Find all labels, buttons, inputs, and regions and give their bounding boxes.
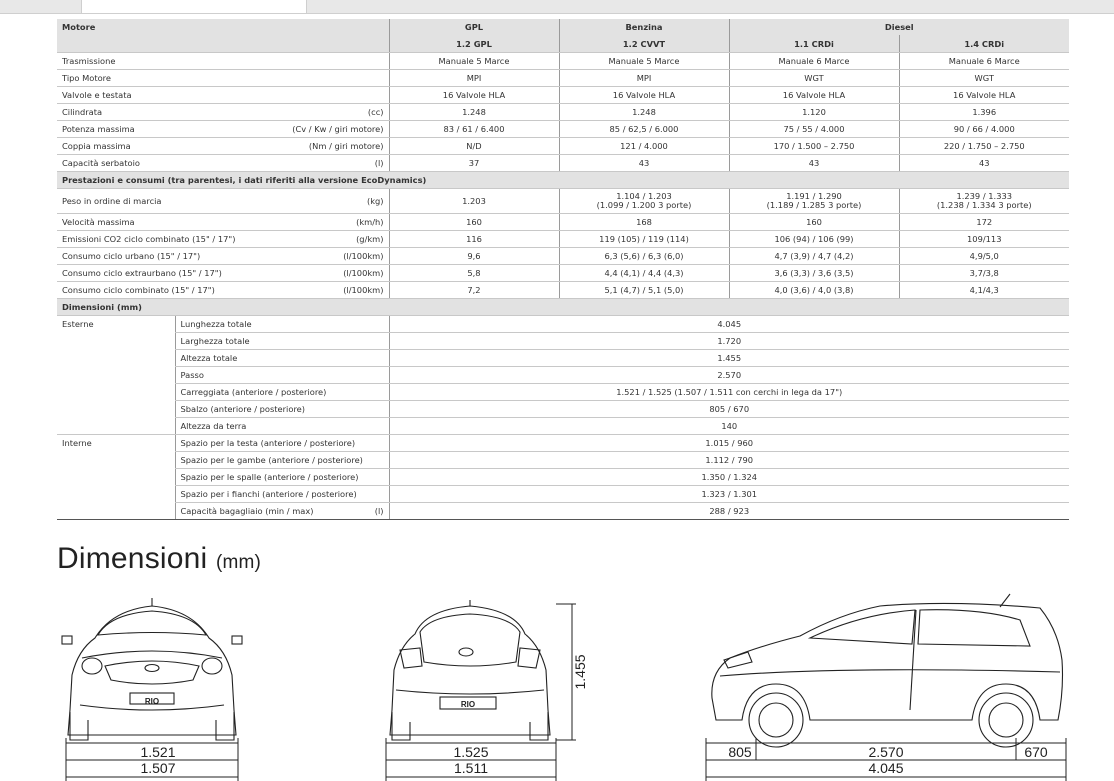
rear-view-drawing (390, 600, 550, 740)
engine-row (57, 53, 1069, 70)
dim-height: 1.455 (572, 654, 588, 690)
row-value: 83 / 61 / 6.400 (389, 121, 559, 138)
row-label: Consumo ciclo urbano (15" / 17") (62, 251, 201, 261)
dim-value: 1.720 (389, 333, 1069, 350)
front-badge: RIO (144, 697, 160, 706)
row-value: 4,0 (3,6) / 4,0 (3,8) (729, 282, 899, 299)
row-value: 1.248 (389, 104, 559, 121)
row-value: 1.396 (899, 104, 1069, 121)
row-value: Manuale 5 Marce (389, 53, 559, 70)
row-value: MPI (559, 70, 729, 87)
row-label: Capacità serbatoio (62, 158, 140, 168)
row-label: Velocità massima (62, 217, 135, 227)
esterne-row (57, 418, 1069, 435)
row-label: Potenza massima (62, 124, 135, 134)
row-value: WGT (729, 70, 899, 87)
engine-row (57, 87, 1069, 104)
dim-value: 1.455 (389, 350, 1069, 367)
row-value: 5,1 (4,7) / 5,1 (5,0) (559, 282, 729, 299)
section-dimensioni: Dimensioni (mm) (57, 299, 1069, 316)
row-value: Manuale 6 Marce (899, 53, 1069, 70)
interne-row (57, 486, 1069, 503)
engine-row (57, 121, 1069, 138)
dim-label: Spazio per i fianchi (anteriore / posteriore) (175, 486, 389, 503)
dimensioni-heading: Dimensioni (mm) (57, 542, 262, 575)
model-1-4-crdi: 1.4 CRDi (899, 35, 1069, 53)
dimension-lines (66, 604, 1066, 781)
header-motore: Motore (57, 19, 389, 35)
row-unit: (Cv / Kw / giri motore) (292, 124, 384, 134)
row-value: 4,7 (3,9) / 4,7 (4,2) (729, 248, 899, 265)
row-value: 43 (559, 155, 729, 172)
row-unit: (km/h) (356, 217, 384, 227)
dim-label: Spazio per le gambe (anteriore / posteriore) (175, 452, 389, 469)
dim-label: Spazio per le spalle (anteriore / posteriore) (175, 469, 389, 486)
dim-length: 4.045 (868, 760, 904, 776)
row-value: 4,1/4,3 (899, 282, 1069, 299)
engine-row (57, 70, 1069, 87)
row-value: 4,4 (4,1) / 4,4 (4,3) (559, 265, 729, 282)
dim-front-track-alt: 1.507 (140, 760, 176, 776)
header-gpl: GPL (389, 19, 559, 35)
row-value: 4,9/5,0 (899, 248, 1069, 265)
esterne-row (57, 350, 1069, 367)
row-value: 160 (729, 214, 899, 231)
row-value: 160 (389, 214, 559, 231)
row-unit: (l/100km) (343, 285, 384, 295)
dimension-drawings (0, 580, 1114, 781)
perf-row (57, 231, 1069, 248)
dim-rear-track: 1.525 (453, 744, 489, 760)
esterne-row (57, 333, 1069, 350)
engine-row (57, 138, 1069, 155)
dim-rear-track-alt: 1.511 (454, 760, 488, 776)
row-value: 1.248 (559, 104, 729, 121)
row-label: Valvole e testata (62, 90, 132, 100)
row-bagagliaio: Capacità bagagliaio (min / max) (l) 288 / 923 (57, 503, 1069, 520)
row-value: Manuale 5 Marce (559, 53, 729, 70)
dim-label: Passo (175, 367, 389, 384)
row-value: 3,6 (3,3) / 3,6 (3,5) (729, 265, 899, 282)
row-value: 109/113 (899, 231, 1069, 248)
row-value: 106 (94) / 106 (99) (729, 231, 899, 248)
row-unit: (l) (374, 158, 384, 168)
dim-value: 1.015 / 960 (389, 435, 1069, 452)
dim-value: 805 / 670 (389, 401, 1069, 418)
row-unit: (l/100km) (343, 268, 384, 278)
esterne-group-label: Esterne (62, 319, 94, 330)
engine-row (57, 104, 1069, 121)
dim-wheelbase: 2.570 (868, 744, 904, 760)
row-label: Trasmissione (62, 56, 116, 66)
row-value: 37 (389, 155, 559, 172)
dim-label: Altezza totale (175, 350, 389, 367)
row-value: 16 Valvole HLA (559, 87, 729, 104)
interne-row (57, 452, 1069, 469)
row-value: 16 Valvole HLA (729, 87, 899, 104)
interne-row (57, 435, 1069, 452)
model-1-1-crdi: 1.1 CRDi (729, 35, 899, 53)
perf-row (57, 282, 1069, 299)
perf-row (57, 265, 1069, 282)
esterne-row (57, 384, 1069, 401)
row-value: 1.120 (729, 104, 899, 121)
row-value: WGT (899, 70, 1069, 87)
row-label: Cilindrata (62, 107, 103, 117)
row-value: 16 Valvole HLA (389, 87, 559, 104)
dim-value: 1.350 / 1.324 (389, 469, 1069, 486)
row-value: 9,6 (389, 248, 559, 265)
row-value: 220 / 1.750 – 2.750 (899, 138, 1069, 155)
dim-label: Carreggiata (anteriore / posteriore) (175, 384, 389, 401)
row-value: 170 / 1.500 – 2.750 (729, 138, 899, 155)
dim-value: 2.570 (389, 367, 1069, 384)
interne-group-label: Interne (62, 438, 92, 449)
row-value: 75 / 55 / 4.000 (729, 121, 899, 138)
dim-value: 4.045 (389, 316, 1069, 333)
row-unit: (g/km) (356, 234, 384, 244)
dim-label: Spazio per la testa (anteriore / posteriore) (175, 435, 389, 452)
dim-label: Sbalzo (anteriore / posteriore) (175, 401, 389, 418)
row-label: Coppia massima (62, 141, 131, 151)
model-1-2-gpl: 1.2 GPL (389, 35, 559, 53)
side-view-drawing (712, 594, 1063, 747)
row-value: 116 (389, 231, 559, 248)
dim-label: Lunghezza totale (175, 316, 389, 333)
model-row (57, 35, 1069, 53)
row-label: Consumo ciclo combinato (15" / 17") (62, 285, 215, 295)
row-value: 16 Valvole HLA (899, 87, 1069, 104)
esterne-row (57, 367, 1069, 384)
row-value: 168 (559, 214, 729, 231)
row-peso: Peso in ordine di marcia (kg) 1.203 1.104 / 1.203 (1.099 / 1.200 3 porte) 1.191 / 1.290 (1.189 / 1.285 3 porte) 1.239 / 1.333 (1.238 / 1.334 3 porte) (57, 189, 1069, 214)
row-label: Tipo Motore (62, 73, 111, 83)
row-unit: (Nm / giri motore) (308, 141, 384, 151)
spec-table (57, 19, 1069, 520)
row-value: 90 / 66 / 4.000 (899, 121, 1069, 138)
front-view-drawing (62, 598, 242, 740)
row-value: 85 / 62,5 / 6.000 (559, 121, 729, 138)
viewer-tab-bar (0, 0, 1114, 14)
dim-value: 1.323 / 1.301 (389, 486, 1069, 503)
row-label: Consumo ciclo extraurbano (15" / 17") (62, 268, 222, 278)
row-value: 43 (899, 155, 1069, 172)
header-benzina: Benzina (559, 19, 729, 35)
row-unit: (l/100km) (343, 251, 384, 261)
esterne-row (57, 401, 1069, 418)
dim-value: 140 (389, 418, 1069, 435)
row-value: MPI (389, 70, 559, 87)
model-1-2-cvvt: 1.2 CVVT (559, 35, 729, 53)
interne-row (57, 469, 1069, 486)
dim-value: 1.112 / 790 (389, 452, 1069, 469)
section-prestazioni: Prestazioni e consumi (tra parentesi, i dati riferiti alla versione EcoDynamics) (57, 172, 1069, 189)
header-row (57, 19, 1069, 35)
row-value: 121 / 4.000 (559, 138, 729, 155)
row-unit: (cc) (367, 107, 384, 117)
rear-badge: RIO (460, 700, 476, 709)
esterne-row (57, 316, 1069, 333)
row-value: N/D (389, 138, 559, 155)
row-value: Manuale 6 Marce (729, 53, 899, 70)
dim-label: Larghezza totale (175, 333, 389, 350)
viewer-active-tab[interactable] (81, 0, 307, 13)
dim-front-track: 1.521 (140, 744, 176, 760)
header-diesel: Diesel (729, 19, 1069, 35)
dim-value: 1.521 / 1.525 (1.507 / 1.511 con cerchi in lega da 17") (389, 384, 1069, 401)
dim-label: Altezza da terra (175, 418, 389, 435)
row-value: 43 (729, 155, 899, 172)
row-value: 7,2 (389, 282, 559, 299)
row-value: 172 (899, 214, 1069, 231)
row-value: 5,8 (389, 265, 559, 282)
perf-row (57, 248, 1069, 265)
dim-front-overhang: 805 (728, 744, 752, 760)
row-value: 119 (105) / 119 (114) (559, 231, 729, 248)
engine-row (57, 155, 1069, 172)
row-value: 3,7/3,8 (899, 265, 1069, 282)
row-label: Emissioni CO2 ciclo combinato (15" / 17") (62, 234, 236, 244)
dim-rear-overhang: 670 (1024, 744, 1048, 760)
row-value: 6,3 (5,6) / 6,3 (6,0) (559, 248, 729, 265)
perf-row (57, 214, 1069, 231)
